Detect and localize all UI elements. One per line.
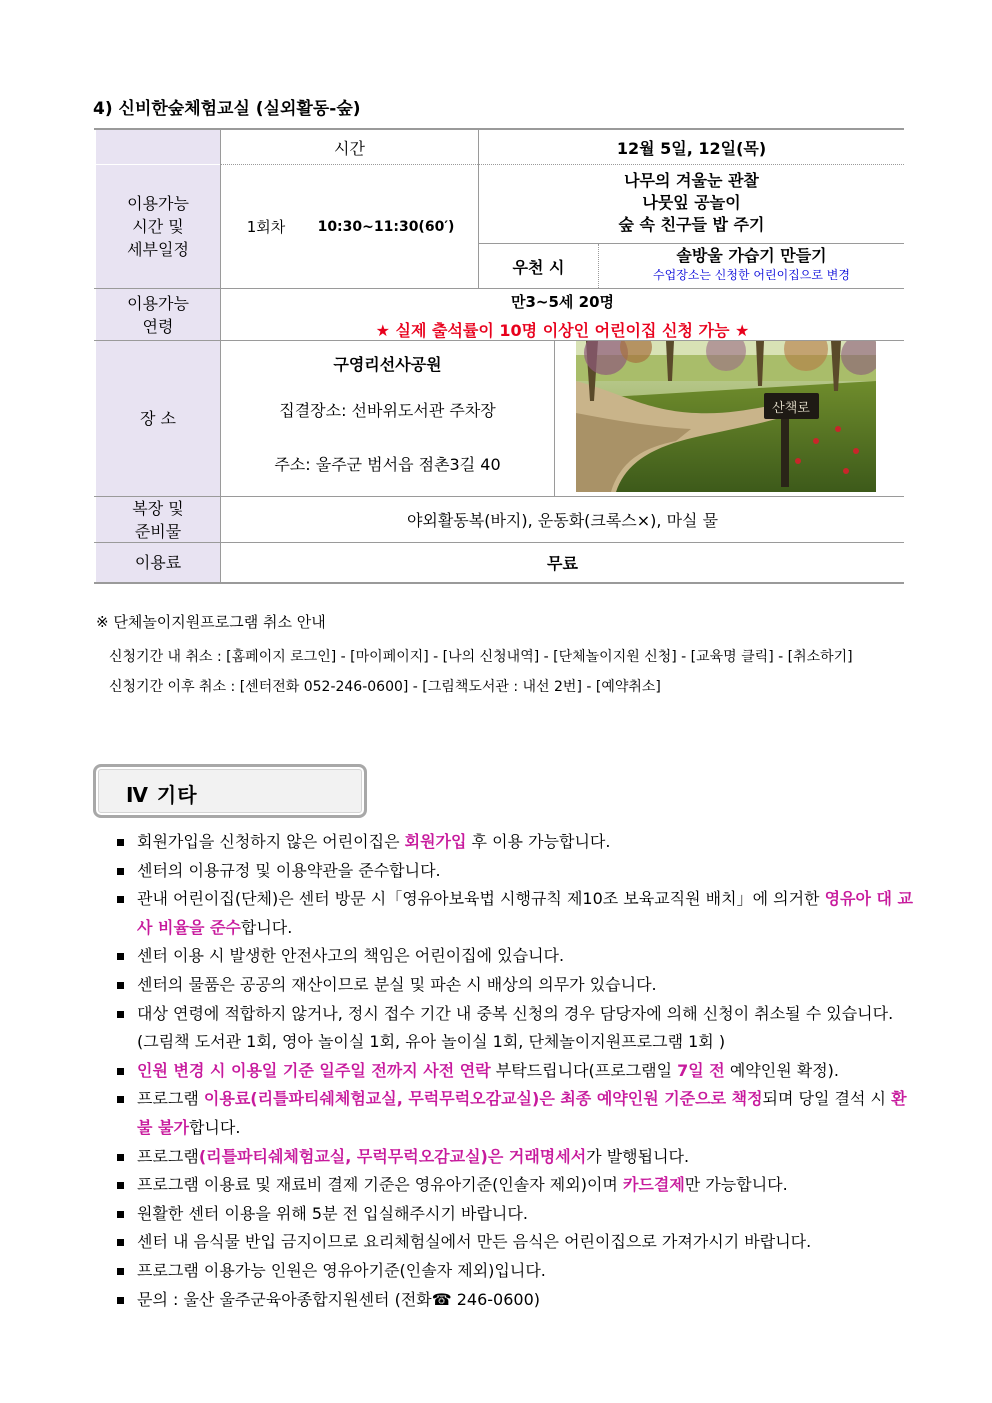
activity-item: 나무의 겨울눈 관찰 [624,171,759,190]
list-item [113,1286,913,1315]
etc-heading-box [93,764,367,818]
list-item-text: 영유아 대 교사 비율을 준수 [137,889,913,937]
time-header: 시간 [334,138,365,158]
list-item-text: 부탁드립니다(프로그램일 [490,1060,678,1080]
list-item-text: 센터의 물품은 공공의 재산이므로 분실 및 파손 시 배상의 의무가 있습니다. [137,974,657,994]
list-item-text: 관내 어린이집(단체)은 센터 방문 시「영유아보육법 시행규칙 제10조 보육교직원 배치」에 의거한 [137,889,825,909]
activity-item: 나뭇잎 공놀이 [642,193,741,212]
activity-list [479,170,904,236]
list-item-text: 프로그램 [137,1146,199,1166]
list-item [113,1085,913,1142]
list-item [113,885,913,942]
list-item [113,857,913,886]
list-item-text: 되며 당일 결석 시 [762,1089,892,1109]
list-item-text: 프로그램 [137,1089,204,1109]
age-label: 이용가능 연령 [96,289,220,340]
rain-plan [599,246,904,284]
rain-activity: 솔방울 가습기 만들기 [676,246,827,265]
list-item-text: 회원가입을 신청하지 않은 어린이집은 [137,832,405,851]
schedule-label: 이용가능 시간 및 세부일정 [96,165,220,288]
list-item [113,1171,913,1200]
date-header: 12월 5일, 12일(목) [616,138,767,158]
table-bottom-border [94,582,904,584]
list-item-text: 합니다. [240,917,293,937]
list-item-text: 후 이용 가능합니다. [466,832,611,851]
list-item-text: 7일 전 [677,1060,725,1080]
rain-note: 수업장소는 신청한 어린이집으로 변경 [653,268,850,282]
list-item-text: 인원 변경 시 이용일 기준 일주일 전까지 사전 연락 [137,1060,491,1080]
list-item [113,942,913,971]
list-item-text: 센터 내 음식물 반입 금지이므로 요리체험실에서 만든 음식은 어린이집으로 가져가시기 바랍니다. [137,1232,812,1252]
attire-label: 복장 및 준비물 [96,497,220,542]
session-label: 1회차 [246,218,286,236]
cancel-line-1: 신청기간 내 취소 : [홈페이지 로그인] - [마이페이지] - [나의 신청내역] - [단체놀이지원 신청] - [교육명 클릭] - [취소하기] [109,649,853,665]
list-item-text: 프로그램 이용료 및 재료비 결제 기준은 영유아기준(인솔자 제외)이며 [137,1175,623,1195]
fee-value: 무료 [547,554,578,573]
list-item [113,828,913,857]
attire-value: 야외활동복(바지), 운동화(크록스×), 마실 물 [406,511,719,530]
list-item-text: 회원가입 [404,832,467,851]
list-item-text: 문의 : 울산 울주군육아종합지원센터 (전화☎ 246-0600) [137,1289,541,1309]
list-item [113,1057,913,1086]
etc-heading: Ⅳ 기타 [126,783,198,807]
divider [554,340,555,496]
cancel-title: ※ 단체놀이지원프로그램 취소 안내 [96,613,326,631]
etc-list [113,828,913,1314]
cancel-line-2: 신청기간 이후 취소 : [센터전화 052-246-0600] - [그림책도서관 : 내선 2번] - [예약취소] [109,679,661,695]
list-item [113,1228,913,1257]
rain-label: 우천 시 [512,257,565,277]
list-item-text: 센터의 이용규정 및 이용약관을 준수합니다. [137,860,441,880]
activity-item: 숲 속 친구들 밥 주기 [618,215,765,234]
place-label: 장 소 [96,341,220,496]
age-notice: ★ 실제 출석률이 10명 이상인 어린이집 신청 가능 ★ [375,321,750,340]
list-item-text: 이용료(리틀파티쉐체험교실, 무럭무럭오감교실)은 최종 예약인원 기준으로 책정 [203,1089,763,1109]
place-address: 주소: 울주군 범서읍 점촌3길 40 [274,455,501,474]
list-item-text: 원활한 센터 이용을 위해 5분 전 입실해주시기 바랍니다. [137,1203,528,1223]
section-title: 4) 신비한숲체험교실 (실외활동-숲) [93,99,361,119]
list-item [113,1143,913,1172]
list-item [113,1200,913,1229]
place-name: 구영리선사공원 [333,355,442,374]
list-item-text: 카드결제 [622,1175,685,1195]
list-item-text: 환불 불가 [137,1089,907,1137]
fee-label: 이용료 [96,543,220,582]
list-item-text: 예약인원 확정). [724,1060,839,1080]
list-item-text: 가 발행됩니다. [586,1146,690,1166]
list-item-text: 대상 연령에 적합하지 않거나, 정시 접수 기간 내 중복 신청의 경우 담당자에 의해 신청이 취소될 수 있습니다. (그림책 도서관 1회, 영아 놀이실 1회, 유아 놀이실 1회, 단체놀이지원프로그램 1회 ) [137,1003,894,1052]
list-item [113,971,913,1000]
list-item-text: (리틀파티쉐체험교실, 무럭무럭오감교실)은 거래명세서 [198,1146,587,1166]
list-item-text: 합니다. [188,1117,241,1137]
photo-sign-text: 산책로 [772,401,810,416]
list-item-text: 센터 이용 시 발생한 안전사고의 책임은 어린이집에 있습니다. [137,946,565,966]
place-meet: 집결장소: 선바위도서관 주차장 [279,401,496,420]
list-item-text: 프로그램 이용가능 인원은 영유아기준(인솔자 제외)입니다. [137,1260,546,1280]
label-blank [96,130,220,164]
list-item [113,1257,913,1286]
session-time: 10:30~11:30(60′) [317,218,455,235]
list-item-text: 만 가능합니다. [684,1175,788,1195]
age-value: 만3~5세 20명 [510,293,614,311]
list-item [113,1000,913,1057]
park-photo [576,341,876,492]
